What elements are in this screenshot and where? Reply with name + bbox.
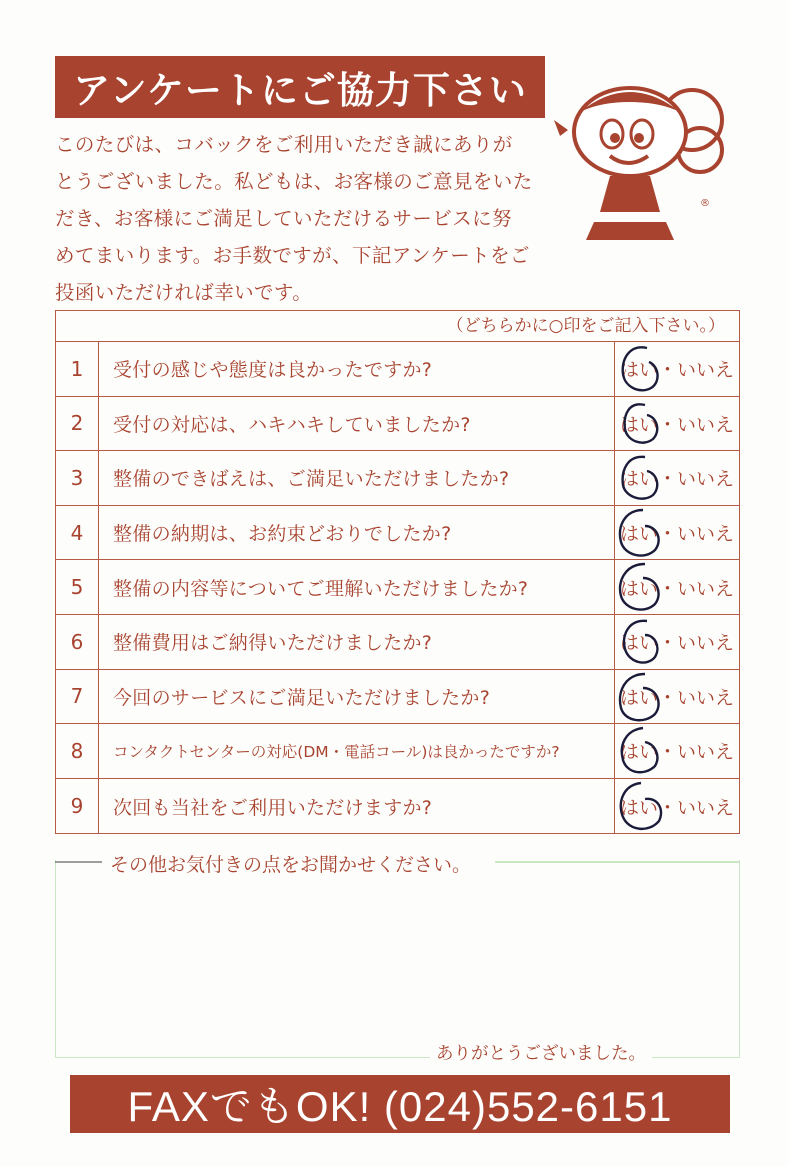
question-number: 1 bbox=[56, 342, 99, 396]
answer-label: はい・いいえ bbox=[619, 413, 734, 436]
answer-choice[interactable] bbox=[614, 724, 739, 778]
intro-line: だき、お客様にご満足していただけるサービスに努 bbox=[55, 207, 512, 230]
survey-question-row bbox=[56, 670, 739, 725]
answer-label: はい・いいえ bbox=[619, 796, 734, 819]
answer-choice[interactable] bbox=[614, 779, 739, 834]
question-text: 整備の納期は、お約束どおりでしたか? bbox=[113, 523, 452, 546]
survey-instruction: （どちらかに○印をご記入下さい。） bbox=[56, 311, 739, 342]
thank-you-text: ありがとうございました。 bbox=[430, 1040, 652, 1065]
answer-choice[interactable] bbox=[614, 506, 739, 560]
question-text: 整備費用はご納得いただけましたか? bbox=[113, 632, 433, 655]
fax-banner bbox=[70, 1075, 730, 1133]
question-text: 受付の対応は、ハキハキしていましたか? bbox=[113, 413, 471, 436]
survey-title-banner bbox=[55, 56, 545, 118]
survey-table bbox=[55, 310, 740, 834]
survey-question-row bbox=[56, 397, 739, 452]
answer-label: はい・いいえ bbox=[619, 632, 734, 655]
survey-question-row bbox=[56, 779, 739, 834]
survey-question-row bbox=[56, 724, 739, 779]
question-text: 整備のできばえは、ご満足いただけましたか? bbox=[113, 468, 510, 491]
survey-question-row bbox=[56, 342, 739, 397]
answer-label: はい・いいえ bbox=[619, 686, 734, 709]
answer-label: はい・いいえ bbox=[619, 741, 734, 764]
question-text: コンタクトセンターの対応(DM・電話コール)は良かったですか? bbox=[113, 742, 560, 761]
intro-line: このたびは、コバックをご利用いただき誠にありが bbox=[55, 133, 513, 156]
answer-label: はい・いいえ bbox=[619, 359, 734, 382]
answer-choice[interactable] bbox=[614, 342, 739, 396]
question-text: 受付の感じや態度は良かったですか? bbox=[113, 359, 433, 382]
comment-box[interactable] bbox=[55, 860, 740, 1058]
answer-choice[interactable] bbox=[614, 670, 739, 724]
question-number: 6 bbox=[56, 615, 99, 669]
question-number: 5 bbox=[56, 560, 99, 614]
question-text: 次回も当社をご利用いただけますか? bbox=[113, 796, 433, 819]
comment-box-title: その他お気付きの点をお聞かせください。 bbox=[102, 850, 479, 877]
fax-number: FAXでもOK! (024)552-6151 bbox=[127, 1083, 673, 1130]
intro-line: とうございました。私どもは、お客様のご意見をいた bbox=[55, 170, 533, 193]
survey-title: アンケートにご協力下さい bbox=[73, 69, 527, 112]
question-number: 4 bbox=[56, 506, 99, 560]
question-text: 今回のサービスにご満足いただけましたか? bbox=[113, 686, 491, 709]
question-number: 8 bbox=[56, 724, 99, 778]
answer-label: はい・いいえ bbox=[619, 468, 734, 491]
intro-line: 投函いただければ幸いです。 bbox=[55, 281, 313, 304]
question-number: 3 bbox=[56, 451, 99, 505]
question-number: 9 bbox=[56, 779, 99, 834]
survey-question-row bbox=[56, 506, 739, 561]
answer-choice[interactable] bbox=[614, 397, 739, 451]
mascot-character-icon bbox=[550, 72, 730, 252]
survey-question-row bbox=[56, 560, 739, 615]
answer-label: はい・いいえ bbox=[619, 577, 734, 600]
answer-choice[interactable] bbox=[614, 560, 739, 614]
answer-choice[interactable] bbox=[614, 451, 739, 505]
survey-question-row bbox=[56, 615, 739, 670]
survey-question-row bbox=[56, 451, 739, 506]
question-number: 2 bbox=[56, 397, 99, 451]
question-number: 7 bbox=[56, 670, 99, 724]
intro-text bbox=[55, 126, 565, 311]
answer-label: はい・いいえ bbox=[619, 523, 734, 546]
question-text: 整備の内容等についてご理解いただけましたか? bbox=[113, 577, 529, 600]
intro-line: めてまいります。お手数ですが、下記アンケートをご bbox=[55, 244, 530, 267]
answer-choice[interactable] bbox=[614, 615, 739, 669]
trademark-mark: ® bbox=[700, 198, 710, 209]
